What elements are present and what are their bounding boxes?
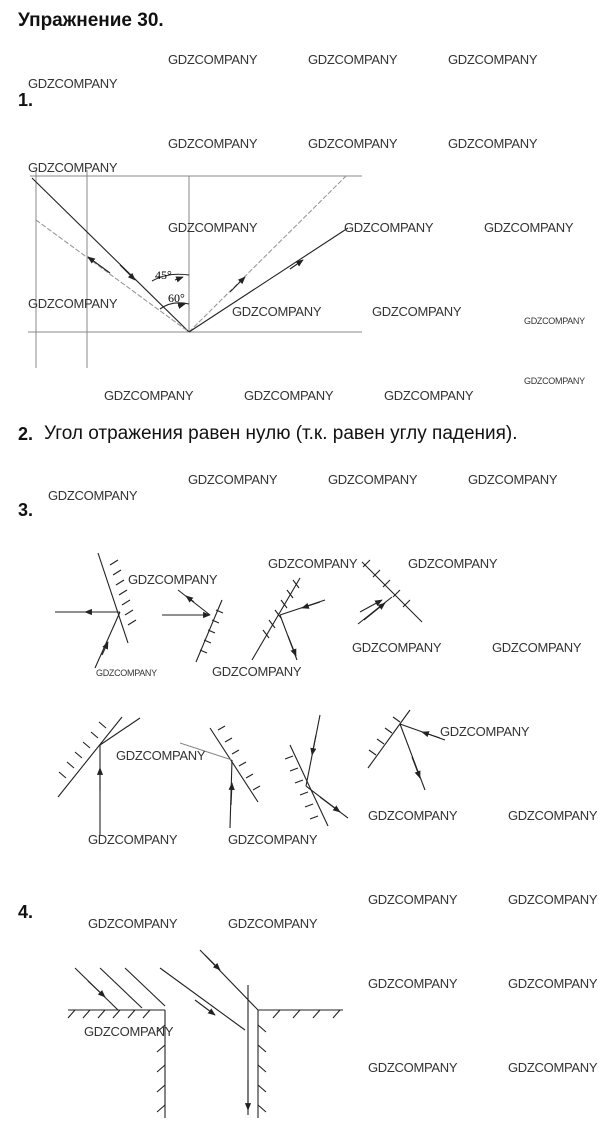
watermark: GDZCOMPANY xyxy=(368,976,458,991)
watermark: GDZCOMPANY xyxy=(96,668,157,678)
watermark: GDZCOMPANY xyxy=(408,556,498,571)
item-number-4: 4. xyxy=(18,902,34,922)
watermark: GDZCOMPANY xyxy=(48,488,138,503)
watermark: GDZCOMPANY xyxy=(384,388,474,403)
watermark: GDZCOMPANY xyxy=(232,304,322,319)
watermark: GDZCOMPANY xyxy=(344,220,434,235)
watermark: GDZCOMPANY xyxy=(168,220,258,235)
watermark: GDZCOMPANY xyxy=(268,556,358,571)
watermark: GDZCOMPANY xyxy=(88,916,178,931)
watermark: GDZCOMPANY xyxy=(308,136,398,151)
page-title: Упражнение 30. xyxy=(18,10,164,31)
watermark: GDZCOMPANY xyxy=(168,136,258,151)
watermark: GDZCOMPANY xyxy=(508,1060,598,1075)
watermark: GDZCOMPANY xyxy=(104,388,194,403)
watermark: GDZCOMPANY xyxy=(368,892,458,907)
watermark: GDZCOMPANY xyxy=(168,52,258,67)
watermark: GDZCOMPANY xyxy=(368,1060,458,1075)
watermark: GDZCOMPANY xyxy=(372,304,462,319)
watermark: GDZCOMPANY xyxy=(448,52,538,67)
watermark: GDZCOMPANY xyxy=(128,572,218,587)
watermark: GDZCOMPANY xyxy=(308,52,398,67)
watermark: GDZCOMPANY xyxy=(524,376,585,386)
figure-3-mirrors xyxy=(55,553,445,835)
angle-label-60: 60° xyxy=(168,291,185,305)
watermark: GDZCOMPANY xyxy=(484,220,574,235)
watermark: GDZCOMPANY xyxy=(508,892,598,907)
watermark: GDZCOMPANY xyxy=(28,160,118,175)
watermark: GDZCOMPANY xyxy=(28,76,118,91)
angle-label-45: 45° xyxy=(155,268,172,282)
item-number-2: 2. xyxy=(18,424,34,444)
item-text-2: Угол отражения равен нулю (т.к. равен углу падения). xyxy=(44,423,518,444)
watermark: GDZCOMPANY xyxy=(508,808,598,823)
watermark: GDZCOMPANY xyxy=(228,832,318,847)
watermark: GDZCOMPANY xyxy=(448,136,538,151)
item-number-1: 1. xyxy=(18,90,34,110)
watermark: GDZCOMPANY xyxy=(440,724,530,739)
watermark: GDZCOMPANY xyxy=(524,316,585,326)
watermark: GDZCOMPANY xyxy=(116,748,206,763)
watermark: GDZCOMPANY xyxy=(84,1024,174,1039)
watermark: GDZCOMPANY xyxy=(508,976,598,991)
item-number-3: 3. xyxy=(18,500,34,520)
watermark: GDZCOMPANY xyxy=(188,472,278,487)
watermark: GDZCOMPANY xyxy=(492,640,582,655)
watermark: GDZCOMPANY xyxy=(352,640,442,655)
watermark: GDZCOMPANY xyxy=(468,472,558,487)
watermark: GDZCOMPANY xyxy=(368,808,458,823)
watermark: GDZCOMPANY xyxy=(244,388,334,403)
watermark: GDZCOMPANY xyxy=(28,296,118,311)
watermark: GDZCOMPANY xyxy=(228,916,318,931)
watermark: GDZCOMPANY xyxy=(328,472,418,487)
watermark: GDZCOMPANY xyxy=(88,832,178,847)
watermark: GDZCOMPANY xyxy=(212,664,302,679)
